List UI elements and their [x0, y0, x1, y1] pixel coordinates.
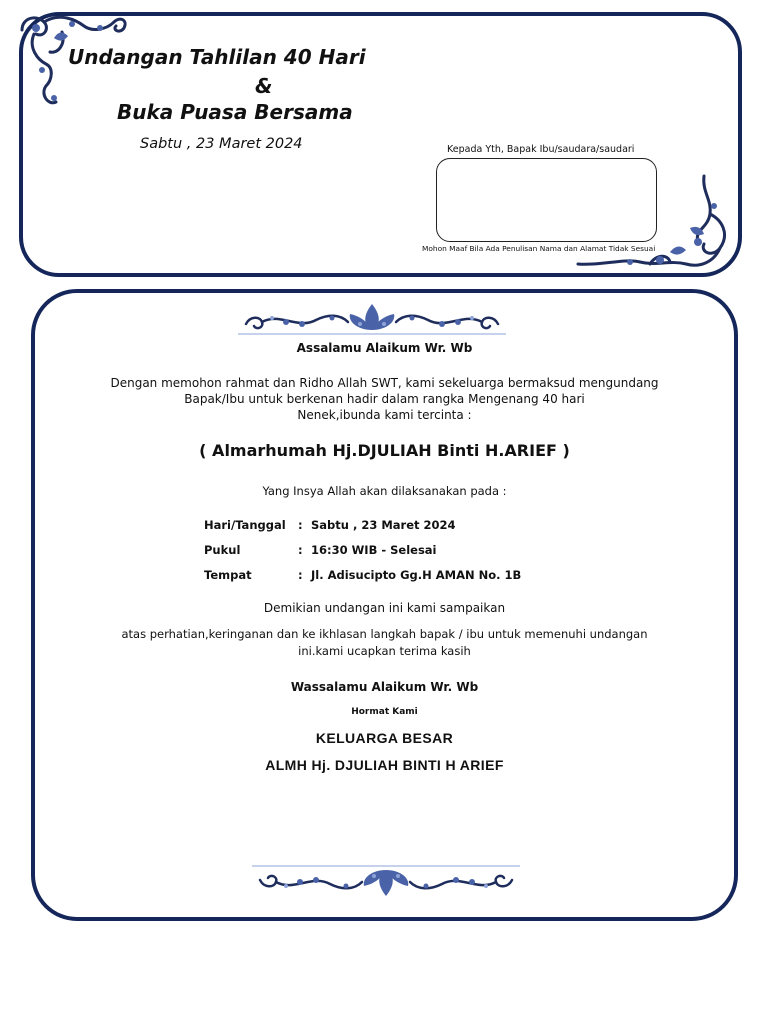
invitation-subtitle: Buka Puasa Bersama [117, 100, 353, 124]
intro-line: Nenek,ibunda kami tercinta : [297, 408, 472, 422]
intro-line: Bapak/Ibu untuk berkenan hadir dalam rangka Mengenang 40 hari [184, 392, 585, 406]
detail-colon: : [298, 568, 303, 582]
schedule-intro: Yang Insya Allah akan dilaksanakan pada : [262, 484, 507, 498]
recipient-address-box [436, 158, 657, 242]
divider-ornament-top [236, 300, 508, 338]
detail-colon: : [298, 543, 303, 557]
detail-value-place: Jl. Adisucipto Gg.H AMAN No. 1B [311, 568, 522, 582]
detail-label-time: Pukul [204, 543, 241, 557]
regards-label: Hormat Kami [351, 707, 418, 717]
detail-label-place: Tempat [204, 568, 252, 582]
family-signature: KELUARGA BESAR [315, 730, 454, 746]
invitation-title: Undangan Tahlilan 40 Hari [68, 45, 366, 69]
deceased-name: ( Almarhumah Hj.DJULIAH Binti H.ARIEF ) [199, 441, 570, 460]
opening-greeting: Assalamu Alaikum Wr. Wb [296, 341, 473, 355]
detail-label-date: Hari/Tanggal [204, 518, 286, 532]
event-date-header: Sabtu , 23 Maret 2024 [140, 136, 303, 152]
detail-value-time: 16:30 WIB - Selesai [311, 543, 437, 557]
family-signature-name: ALMH Hj. DJULIAH BINTI H ARIEF [265, 757, 504, 773]
divider-ornament-bottom [250, 862, 522, 900]
detail-value-date: Sabtu , 23 Maret 2024 [311, 518, 456, 532]
detail-colon: : [298, 518, 303, 532]
closing-greeting: Wassalamu Alaikum Wr. Wb [290, 680, 479, 694]
recipient-label: Kepada Yth, Bapak Ibu/saudara/saudari [447, 144, 635, 155]
closing-line: Demikian undangan ini kami sampaikan [263, 601, 506, 615]
title-ampersand: & [255, 74, 273, 98]
thanks-line: atas perhatian,keringanan dan ke ikhlasan langkah bapak / ibu untuk memenuhi undangan [121, 627, 648, 641]
thanks-line: ini.kami ucapkan terima kasih [298, 644, 471, 658]
address-apology-note: Mohon Maaf Bila Ada Penulisan Nama dan Alamat Tidak Sesuai [422, 244, 656, 253]
intro-line: Dengan memohon rahmat dan Ridho Allah SWT, kami sekeluarga bermaksud mengundang [110, 376, 659, 390]
